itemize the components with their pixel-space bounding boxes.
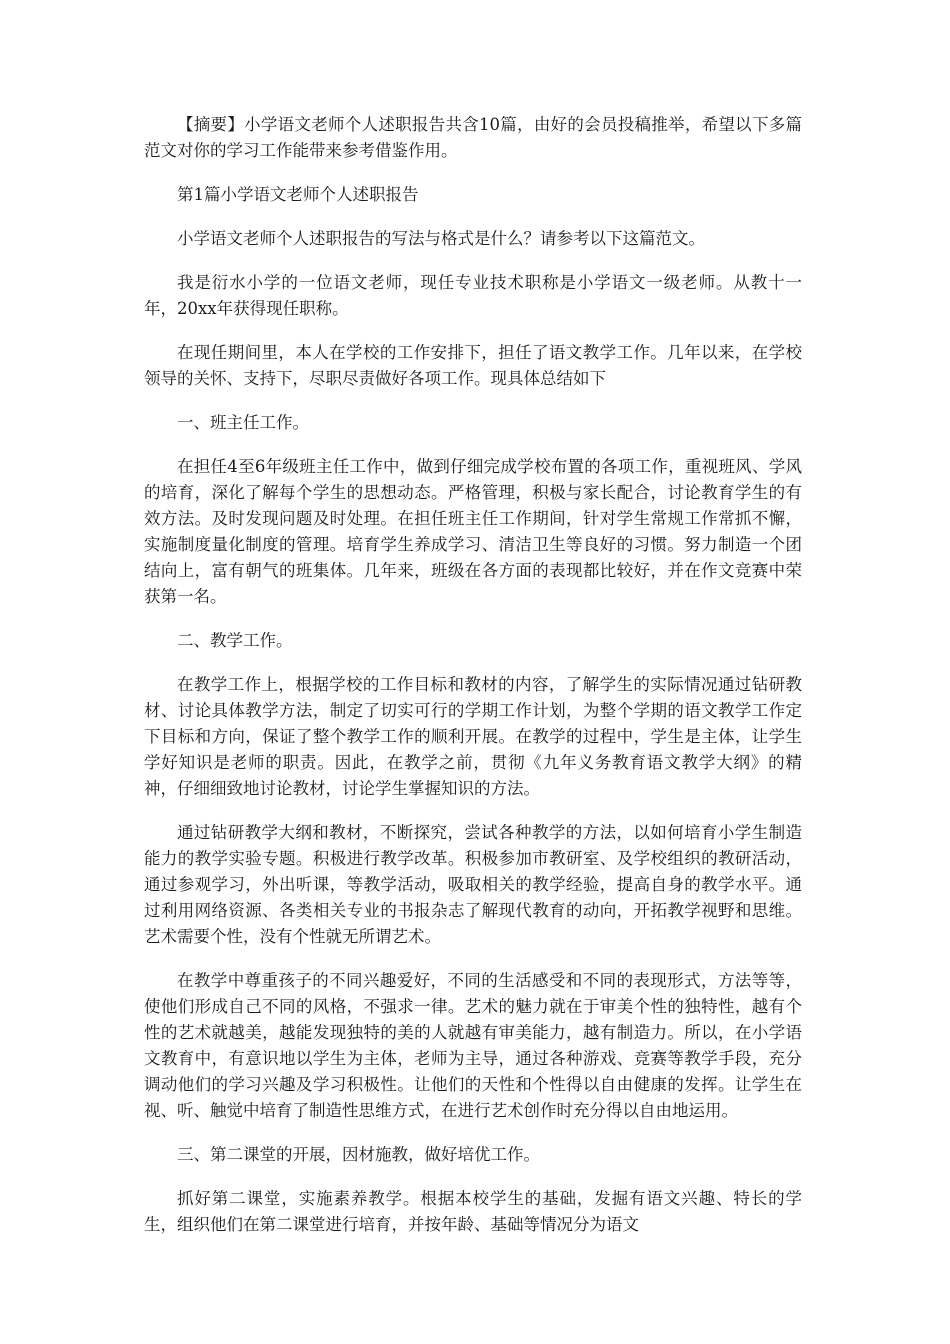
body-paragraph: 在担任4至6年级班主任工作中，做到仔细完成学校布置的各项工作，重视班风、学风的培育，深化了解每个学生的思想动态。严格管理，积极与家长配合，讨论教育学生的有效方法。及时发现问题及时处理。在担任班主任工作期间，针对学生常规工作常抓不懈，实施制度量化制度的管理。培育学生养成学习、清洁卫生等良好的习惯。努力制造一个团结向上，富有朝气的班集体。几年来，班级在各方面的表现都比较好，并在作文竞赛中荣获第一名。	[144, 457, 802, 606]
body-paragraph: 通过钻研教学大纲和教材，不断探究，尝试各种教学的方法，以如何培育小学生制造能力的教学实验专题。积极进行教学改革。积极参加市教研室、及学校组织的教研活动，通过参观学习，外出听课，等教学活动，吸取相关的教学经验，提高自身的教学水平。通过利用网络资源、各类相关专业的书报杂志了解现代教育的动向，开拓教学视野和思维。艺术需要个性，没有个性就无所谓艺术。	[144, 823, 802, 946]
document-body	[144, 112, 802, 1256]
subsection-heading: 二、教学工作。	[177, 631, 293, 650]
body-paragraph: 在现任期间里，本人在学校的工作安排下，担任了语文教学工作。几年以来，在学校领导的关怀、支持下，尽职尽责做好各项工作。现具体总结如下	[144, 343, 802, 388]
intro-paragraph: 小学语文老师个人述职报告的写法与格式是什么？请参考以下这篇范文。	[177, 229, 705, 248]
body-paragraph: 我是衍水小学的一位语文老师，现任专业技术职称是小学语文一级老师。从教十一年，20xx年获得现任职称。	[144, 273, 802, 318]
body-paragraph: 在教学中尊重孩子的不同兴趣爱好，不同的生活感受和不同的表现形式，方法等等，使他们形成自己不同的风格，不强求一律。艺术的魅力就在于审美个性的独特性，越有个性的艺术就越美，越能发现独特的美的人就越有审美能力，越有制造力。所以，在小学语文教育中，有意识地以学生为主体，老师为主导，通过各种游戏、竞赛等教学手段，充分调动他们的学习兴趣及学习积极性。让他们的天性和个性得以自由健康的发挥。让学生在视、听、触觉中培育了制造性思维方式，在进行艺术创作时充分得以自由地运用。	[144, 971, 802, 1120]
abstract-paragraph: 【摘要】小学语文老师个人述职报告共含10篇，由好的会员投稿推举，希望以下多篇范文对你的学习工作能带来参考借鉴作用。	[144, 115, 802, 160]
subsection-heading: 三、第二课堂的开展，因材施教，做好培优工作。	[177, 1145, 540, 1164]
body-paragraph: 抓好第二课堂，实施素养教学。根据本校学生的基础，发掘有语文兴趣、特长的学生，组织他们在第二课堂进行培育，并按年龄、基础等情况分为语文	[144, 1189, 802, 1234]
body-paragraph: 在教学工作上，根据学校的工作目标和教材的内容，了解学生的实际情况通过钻研教材、讨论具体教学方法，制定了切实可行的学期工作计划，为整个学期的语文教学工作定下目标和方向，保证了整个教学工作的顺利开展。在教学的过程中，学生是主体，让学生学好知识是老师的职责。因此，在教学之前，贯彻《九年义务教育语文教学大纲》的精神，仔细细致地讨论教材，讨论学生掌握知识的方法。	[144, 675, 802, 798]
subsection-heading: 一、班主任工作。	[177, 413, 309, 432]
section-title: 第1篇小学语文老师个人述职报告	[177, 185, 419, 204]
